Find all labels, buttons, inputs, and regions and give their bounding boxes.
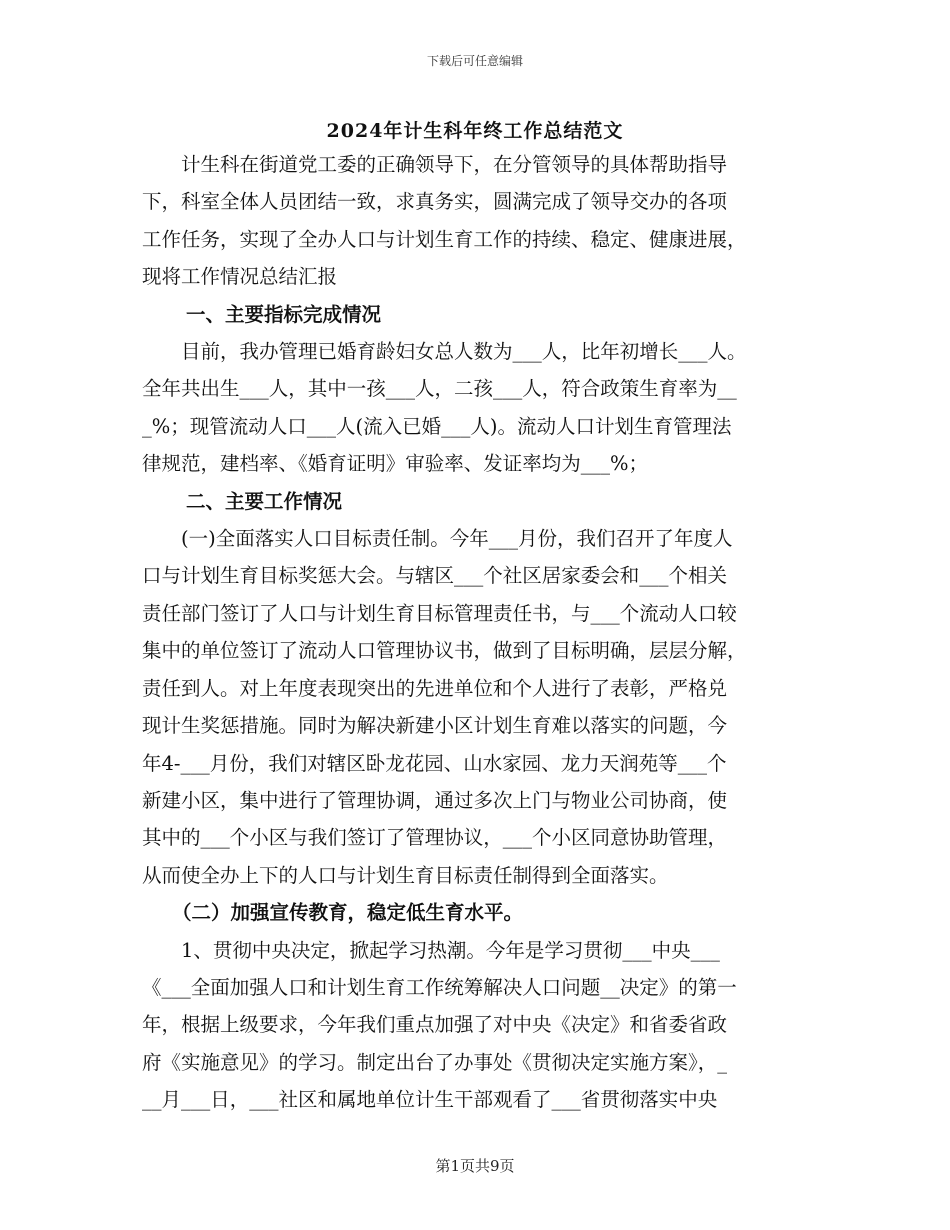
paragraph-line: _%；现管流动人口___人(流入已婚___人)。流动人口计划生育管理法 xyxy=(142,414,732,438)
paragraph-line: 其中的___个小区与我们签订了管理协议，___个小区同意协助管理， xyxy=(142,826,728,850)
paragraph-line: 工作任务，实现了全办人口与计划生育工作的持续、稳定、健康进展， xyxy=(142,227,747,251)
paragraph-line: 府《实施意见》的学习。制定出台了办事处《贯彻决定实施方案》，_ xyxy=(142,1050,728,1074)
paragraph-line: 1、贯彻中央决定，掀起学习热潮。今年是学习贯彻___中央___ xyxy=(181,938,720,962)
section-heading: 二、主要工作情况 xyxy=(186,489,343,513)
paragraph-line: 目前，我办管理已婚育龄妇女总人数为___人，比年初增长___人。 xyxy=(181,340,747,364)
paragraph-line: 全年共出生___人，其中一孩___人，二孩___人，符合政策生育率为__ xyxy=(142,377,737,401)
paragraph-line: 责任到人。对上年度表现突出的先进单位和个人进行了表彰，严格兑 xyxy=(142,676,728,700)
paragraph-line: 计生科在街道党工委的正确领导下，在分管领导的具体帮助指导 xyxy=(181,153,728,176)
paragraph-line: __月___日，___社区和属地单位计生干部观看了___省贯彻落实中央 xyxy=(142,1088,718,1112)
section-heading: （二）加强宣传教育，稳定低生育水平。 xyxy=(172,901,524,925)
paragraph-line: 年4-___月份，我们对辖区卧龙花园、山水家园、龙力天润苑等___个 xyxy=(142,751,727,775)
paragraph-line: 口与计划生育目标奖惩大会。与辖区___个社区居家委会和___个相关 xyxy=(142,564,728,588)
page-footer: 第1页共9页 xyxy=(435,1157,515,1175)
paragraph-line: (一)全面落实人口目标责任制。今年___月份，我们召开了年度人 xyxy=(181,527,733,551)
paragraph-line: 现将工作情况总结汇报 xyxy=(142,265,338,289)
document-body xyxy=(142,146,807,1119)
section-heading: 一、主要指标完成情况 xyxy=(186,302,382,326)
paragraph-line: 现计生奖惩措施。同时为解决新建小区计划生育难以落实的问题，今 xyxy=(142,714,728,738)
paragraph-line: 责任部门签订了人口与计划生育目标管理责任书，与___个流动人口较 xyxy=(142,601,737,625)
paragraph-line: 《___全面加强人口和计划生育工作统筹解决人口问题__决定》的第一 xyxy=(142,975,737,999)
document-title: 2024年计生科年终工作总结范文 xyxy=(326,120,624,142)
paragraph-line: 年，根据上级要求，今年我们重点加强了对中央《决定》和省委省政 xyxy=(142,1013,728,1037)
page-header: 下载后可任意编辑 xyxy=(426,54,523,68)
paragraph-line: 新建小区，集中进行了管理协调，通过多次上门与物业公司协商，使 xyxy=(142,788,728,812)
paragraph-line: 集中的单位签订了流动人口管理协议书，做到了目标明确，层层分解， xyxy=(142,639,747,663)
paragraph-line: 从而使全办上下的人口与计划生育目标责任制得到全面落实。 xyxy=(142,863,669,887)
paragraph-line: 律规范，建档率、《婚育证明》审验率、发证率均为___%； xyxy=(142,452,649,476)
paragraph-line: 下，科室全体人员团结一致，求真务实，圆满完成了领导交办的各项 xyxy=(142,190,728,214)
